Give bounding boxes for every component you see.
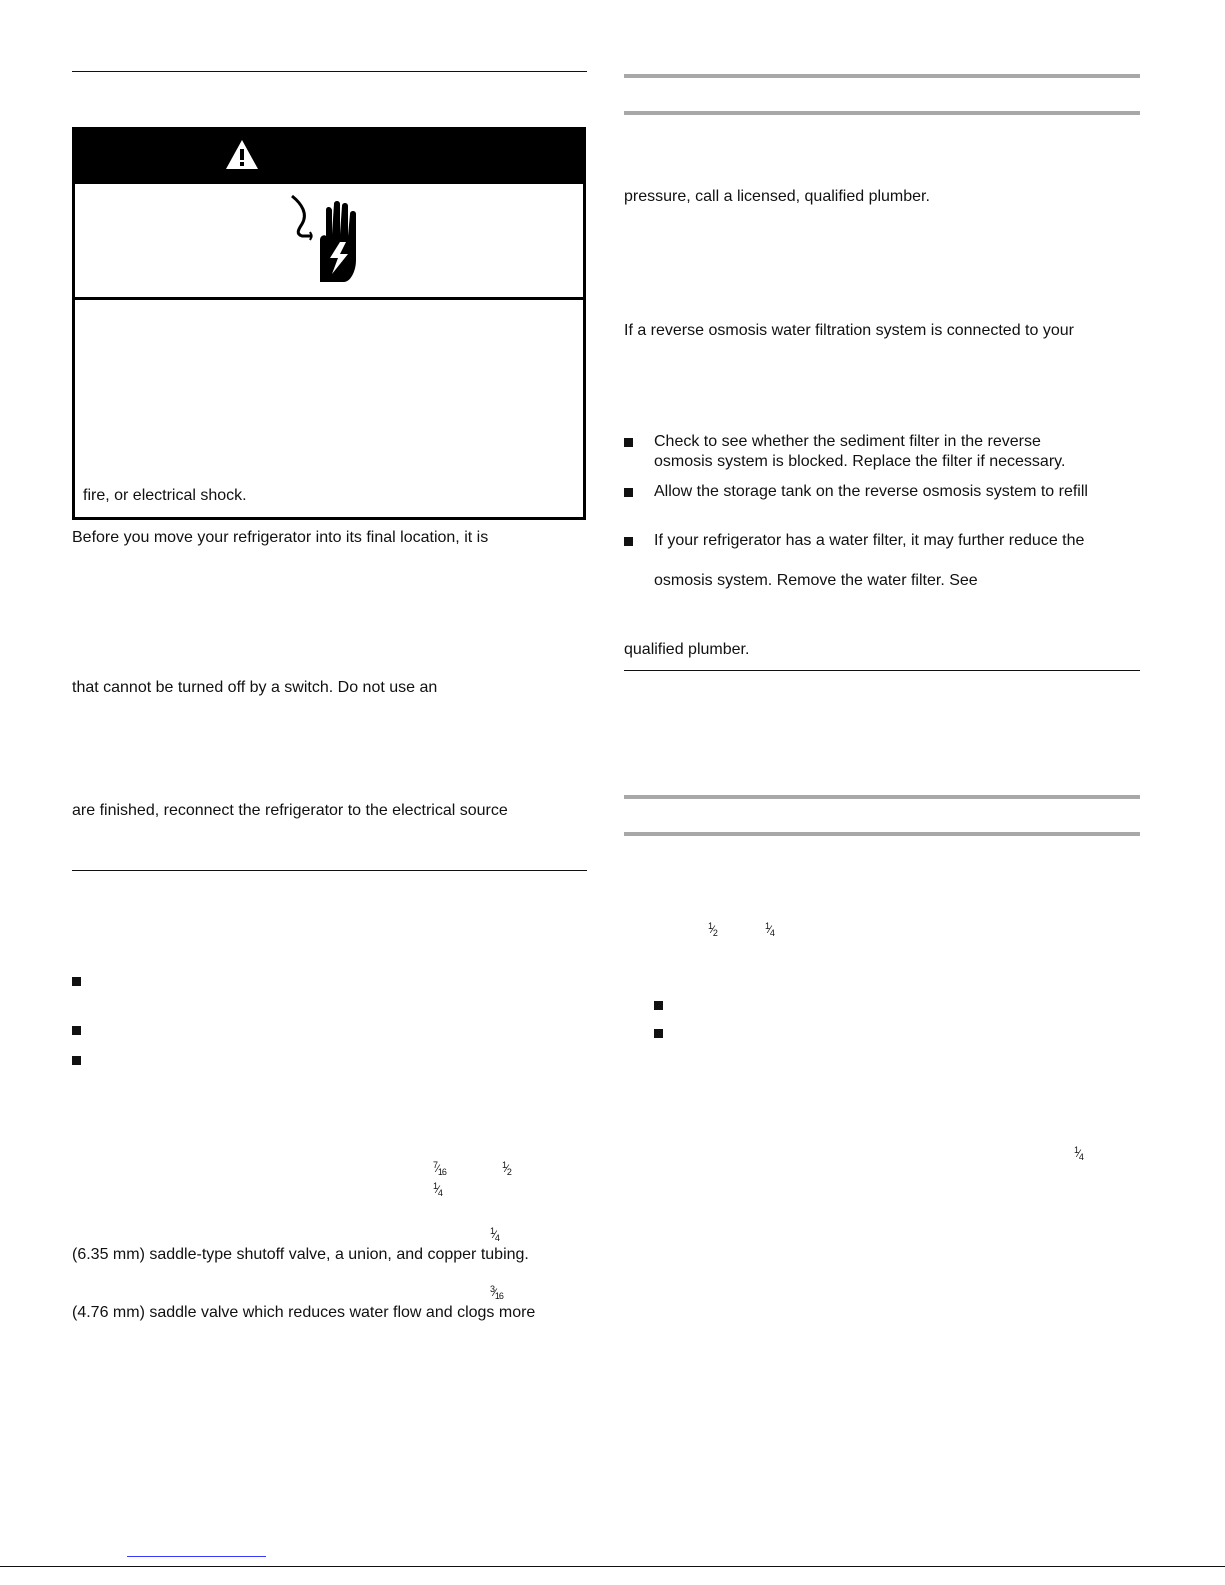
fraction-1-4: $^1⁄_4$ <box>433 1181 442 1198</box>
fraction-3-16: $^3⁄_{16}$ <box>490 1284 503 1301</box>
footer-link-underline[interactable] <box>127 1556 266 1557</box>
list-bullet <box>72 977 81 986</box>
list-item-text: osmosis system is blocked. Replace the filter if necessary. <box>654 453 1066 470</box>
fraction-1-2: $^1⁄_2$ <box>502 1160 511 1177</box>
list-bullet <box>72 1026 81 1035</box>
warning-divider <box>75 297 583 300</box>
list-bullet <box>624 537 633 546</box>
list-bullet <box>72 1056 81 1065</box>
section-rule-electrical <box>72 71 587 72</box>
fraction-1-2: $^1⁄_2$ <box>708 921 717 938</box>
saddle-valve-text: (6.35 mm) saddle-type shutoff valve, a union, and copper tubing. <box>72 1246 529 1263</box>
warning-triangle-icon <box>225 139 259 170</box>
warning-divider <box>75 181 583 184</box>
fraction-1-4: $^1⁄_4$ <box>1074 1145 1083 1162</box>
list-item-text: osmosis system. Remove the water filter. See <box>654 572 978 589</box>
list-bullet <box>624 438 633 447</box>
list-bullet <box>624 488 633 497</box>
electrical-text-line: that cannot be turned off by a switch. Do not use an <box>72 679 438 696</box>
section-rule-top <box>624 74 1140 78</box>
warning-header-bar <box>75 130 583 181</box>
pressure-text: pressure, call a licensed, qualified plumber. <box>624 188 930 205</box>
electrical-text-line: are finished, reconnect the refrigerator to the electrical source <box>72 802 508 819</box>
warning-box <box>72 127 586 520</box>
plumber-text: qualified plumber. <box>624 641 750 658</box>
footer-rule <box>0 1566 1225 1567</box>
fraction-1-4: $^1⁄_4$ <box>765 921 774 938</box>
warning-last-line: fire, or electrical shock. <box>83 487 247 504</box>
list-item-text: Check to see whether the sediment filter in the reverse <box>654 433 1041 450</box>
electrical-text-line: Before you move your refrigerator into its final location, it is <box>72 529 489 546</box>
list-item-text: Allow the storage tank on the reverse osmosis system to refill <box>654 483 1088 500</box>
fraction-7-16: $^7⁄_{16}$ <box>433 1160 446 1177</box>
section-rule-connect <box>624 832 1140 836</box>
section-rule-top <box>624 111 1140 115</box>
list-bullet <box>654 1001 663 1010</box>
section-rule-connect <box>624 795 1140 799</box>
list-item-text: If your refrigerator has a water filter, it may further reduce the <box>654 532 1085 549</box>
saddle-valve-text: (4.76 mm) saddle valve which reduces water flow and clogs more <box>72 1304 536 1321</box>
list-bullet <box>654 1029 663 1038</box>
fraction-1-4: $^1⁄_4$ <box>490 1226 499 1243</box>
section-rule-water-supply <box>72 870 587 871</box>
section-rule <box>624 670 1140 671</box>
electrical-shock-hand-icon <box>280 190 366 286</box>
reverse-osmosis-intro: If a reverse osmosis water filtration system is connected to your <box>624 322 1074 339</box>
